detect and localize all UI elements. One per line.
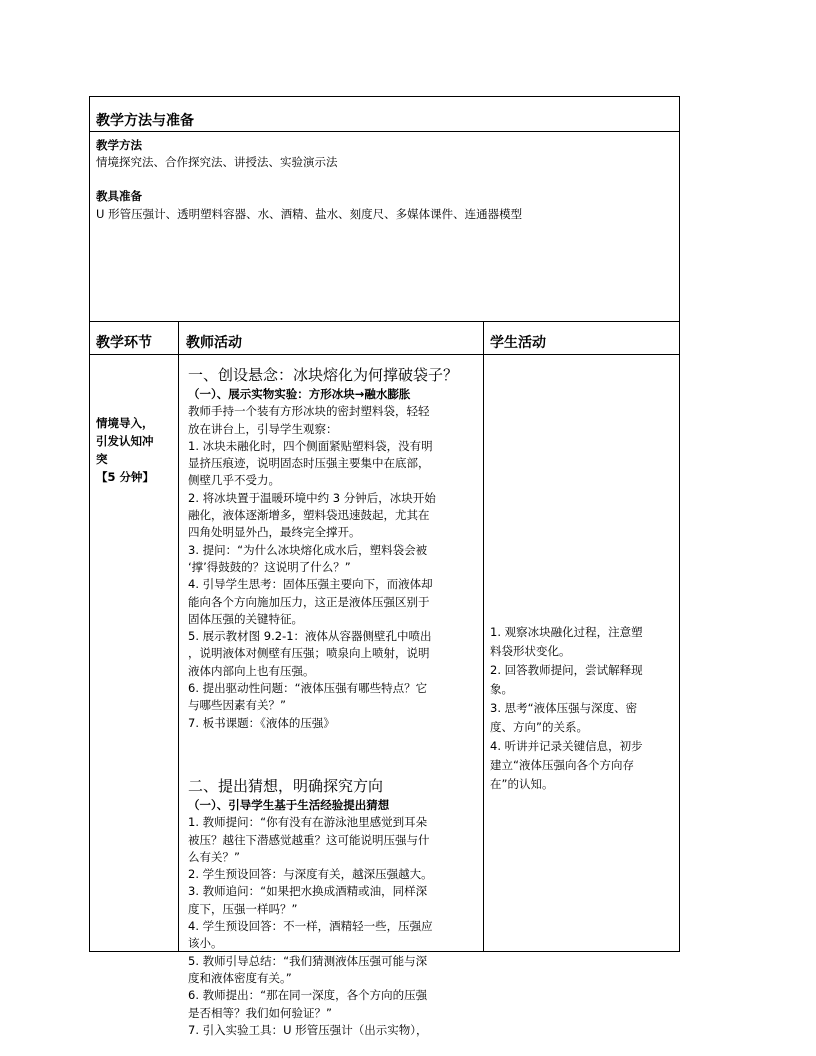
methods-materials-block [90,132,679,322]
student-line: 建立“液体压强向各个方向存 [490,758,634,772]
section-title-row [90,97,679,132]
teacher-line: 4. 引导学生思考：固体压强主要向下，而液体却 [188,577,433,592]
student-line: 2. 回答教师提问，尝试解释现 [490,663,643,677]
teacher-line: 固体压强的关键特征。 [188,611,303,626]
teacher-line: 融化，液体逐渐增多，塑料袋迅速鼓起，尤其在 [188,508,430,523]
teacher-line: 4. 学生预设回答：不一样，酒精轻一些，压强应 [188,919,433,934]
spacer [188,732,478,776]
part2-title: 二、提出猜想，明确探究方向 [188,776,384,795]
teacher-line: 是否相等？我们如何验证？” [188,1005,332,1020]
teacher-line: 3. 教师追问：“如果把水换成酒精或油，同样深 [188,884,428,899]
column-divider-1 [178,322,179,951]
teacher-line: 能向各个方向施加压力，这正是液体压强区别于 [188,594,430,609]
stage-cell [96,414,172,486]
student-line: 4. 听讲并记录关键信息，初步 [490,739,643,753]
teacher-line: ‘撑’得鼓鼓的？这说明了什么？” [188,559,351,574]
section-title: 教学方法与准备 [96,113,194,129]
part1-title: 一、创设悬念：冰块熔化为何撑破袋子？ [188,366,459,384]
column-divider-2 [483,322,484,951]
header-student: 学生活动 [490,335,546,351]
stage-name-line: 情境导入， [96,416,154,430]
materials-heading: 教具准备 [96,189,142,203]
teacher-line: 侧壁几乎不受力。 [188,473,280,488]
teacher-line: 度和液体密度有关。” [188,970,292,985]
student-line: 1. 观察冰块融化过程，注意塑 [490,625,643,639]
student-activity-cell [490,369,672,794]
student-line: 度、方向”的关系。 [490,720,588,734]
student-line: 3. 思考“液体压强与深度、密 [490,701,638,715]
teacher-line: 2. 学生预设回答：与深度有关，越深压强越大。 [188,867,433,882]
teacher-line: 液体内部向上也有压强。 [188,663,315,678]
teacher-line: 放在讲台上，引导学生观察： [188,421,338,436]
teacher-line: 么有关？” [188,849,240,864]
stage-name-line: 引发认知冲 [96,434,154,448]
teacher-line: 教师手持一个装有方形冰块的密封塑料袋，轻轻 [188,404,430,419]
spacer [490,369,672,623]
teacher-line: 5. 展示教材图 9.2-1：液体从容器侧壁孔中喷出 [188,629,432,644]
teacher-line: 6. 教师提出：“那在同一深度，各个方向的压强 [188,988,428,1003]
materials-text: U 形管压强计、透明塑料容器、水、酒精、盐水、刻度尺、多媒体课件、连通器模型 [96,207,523,221]
teacher-line: 7. 引入实验工具：U 形管压强计（出示实物）， [188,1022,428,1037]
teacher-line: 2. 将冰块置于温暖环境中约 3 分钟后，冰块开始 [188,490,436,505]
student-line: 在”的认知。 [490,777,554,791]
header-stage: 教学环节 [96,335,152,351]
part2-subtitle: （一）、引导学生基于生活经验提出猜想 [188,797,390,812]
methods-heading: 教学方法 [96,138,142,152]
lesson-table [89,96,680,1037]
teacher-line: 1. 教师提问：“你有没有在游泳池里感觉到耳朵 [188,815,428,830]
teacher-line: 3. 提问：“为什么冰块熔化成水后，塑料袋会被 [188,542,428,557]
stage-name-line: 突 [96,452,108,466]
teacher-line: 被压？越往下潜感觉越重？这可能说明压强与什 [188,832,430,847]
teacher-line: 与哪些因素有关？” [188,698,286,713]
teacher-line: 该小。 [188,936,223,951]
teacher-line: 1. 冰块未融化时，四个侧面紧贴塑料袋，没有明 [188,438,433,453]
methods-text: 情境探究法、合作探究法、讲授法、实验演示法 [96,155,338,169]
student-line: 象。 [490,682,513,696]
teacher-activity-cell [188,365,478,1039]
teacher-line: 显挤压痕迹，说明固态时压强主要集中在底部， [188,456,430,471]
stage-duration: 【5 分钟】 [96,470,155,484]
teacher-line: 5. 教师引导总结：“我们猜测液体压强可能与深 [188,953,428,968]
part1-subtitle: （一）、展示实物实验：方形冰块→融水膨胀 [188,387,411,401]
teacher-line: 四角处明显外凸，最终完全撑开。 [188,525,361,540]
teacher-line: ，说明液体对侧壁有压强；喷泉向上喷射，说明 [188,646,430,661]
header-teacher: 教师活动 [186,335,242,351]
teacher-line: 6. 提出驱动性问题：“液体压强有哪些特点？它 [188,681,428,696]
teacher-line: 7. 板书课题：《液体的压强》 [188,715,335,730]
student-line: 料袋形状变化。 [490,644,571,658]
teacher-line: 度下，压强一样吗？” [188,901,298,916]
